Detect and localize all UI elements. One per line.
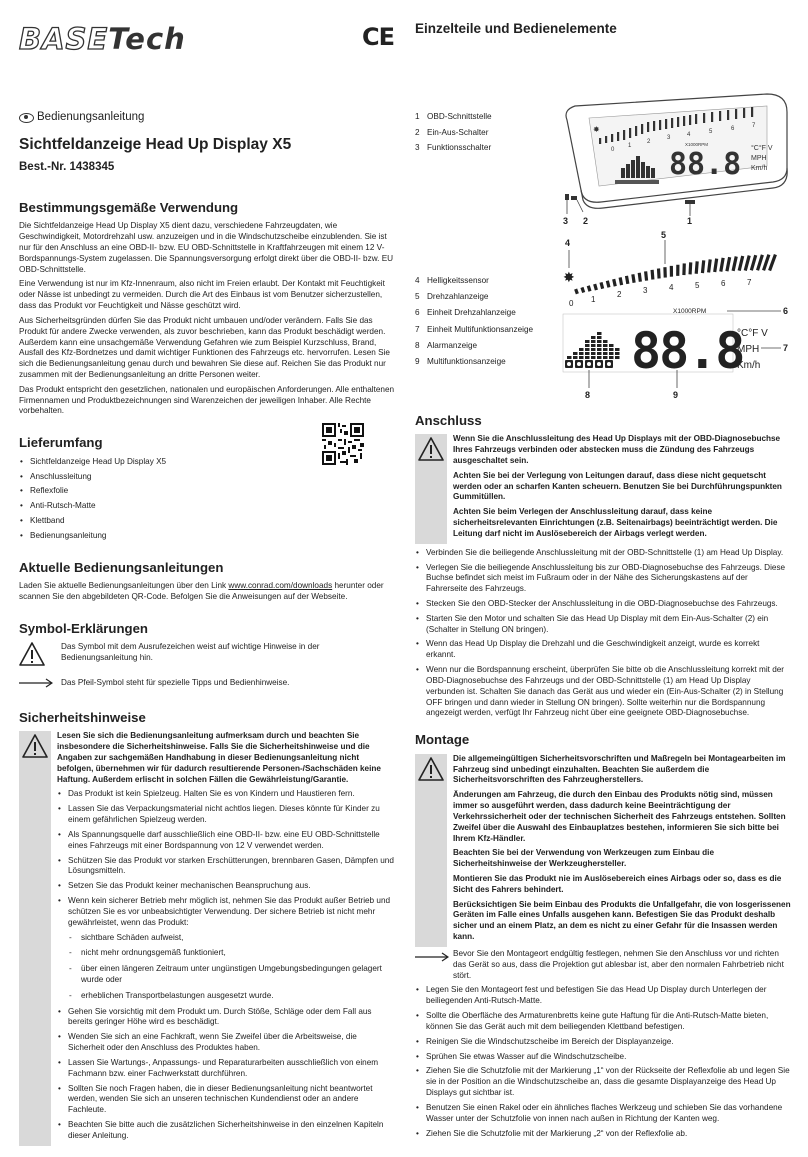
svg-text:88.8: 88.8 <box>631 321 744 380</box>
safety-list-continued <box>57 1007 395 1142</box>
list-item: • Reinigen Sie die Windschutzscheibe im Bereich der Displayanzeige. <box>415 1037 791 1048</box>
list-item: • Sichtfeldanzeige Head Up Display X5 <box>19 457 395 468</box>
rpm-tick <box>701 260 705 273</box>
list-item: • Sollte die Oberfläche des Armaturenbretts keine gute Haftung für die Anti-Rutsch-Matte bieten, können Sie das Gerät auch mit dem beiliegenden Klettband befestigen. <box>415 1011 791 1033</box>
svg-text:MPH: MPH <box>737 343 760 355</box>
manuals-text-end: herunter oder scannen Sie den abgebildeten QR-Code. Befolgen Sie die Anweisungen auf der Webseite. <box>19 581 384 601</box>
svg-text:0: 0 <box>569 298 574 308</box>
safety-sidebar <box>19 731 51 1146</box>
warning-icon <box>418 437 444 461</box>
rpm-tick <box>574 288 579 294</box>
rpm-tick <box>644 271 648 281</box>
list-item: • Wenn kein sicherer Betrieb mehr möglich ist, nehmen Sie das Produkt außer Betrieb und schützen Sie es vor unbeabsichtigter Verwendung. Der sichere Betrieb ist nicht mehr gewährleistet, wenn das Produkt: <box>57 896 395 928</box>
list-item: - sichtbare Schäden aufweist, <box>68 933 395 944</box>
list-item: • Verbinden Sie die beiliegende Anschlussleitung mit der OBD-Schnittstelle (1) am Head Up Display. <box>415 548 791 559</box>
mounting-warning: Änderungen am Fahrzeug, die durch den Einbau des Produkts nötig sind, müssen immer so ausgeführt werden, dass dadurch keine Beeinträchtigung der Verkehrssicherheit oder der technischen Sicherheit des Fahrzeugs entstehen. Sollten Zweifel über die Auswahl des Einbauplatzes bestehen, informieren Sie sich bitte bei Ihrem Kfz-Händler. <box>453 790 786 843</box>
svg-text:1: 1 <box>591 294 596 304</box>
list-item: - nicht mehr ordnungsgemäß funktioniert, <box>68 948 395 959</box>
svg-text:5: 5 <box>695 280 700 290</box>
legend-number: 5 <box>415 292 420 302</box>
mounting-warning: Beachten Sie bei der Verwendung von Werkzeugen zum Einbau die Sicherheitshinweise der Werkzeughersteller. <box>453 848 714 869</box>
list-item: • Legen Sie den Montageort fest und befestigen Sie das Head Up Display durch Unterlegen der beiliegenden Anti-Rutsch-Matte. <box>415 985 791 1007</box>
svg-text:4: 4 <box>565 237 571 248</box>
rpm-tick <box>580 287 585 293</box>
legend-label: Ein-Aus-Schalter <box>427 127 489 137</box>
bar-segment <box>585 348 590 351</box>
bar-segment <box>579 356 584 359</box>
svg-text:3: 3 <box>667 134 671 141</box>
bar-segment <box>585 344 590 347</box>
bar-segment <box>597 352 602 355</box>
arrow-icon <box>19 678 53 688</box>
page-title: Sichtfeldanzeige Head Up Display X5 <box>19 136 292 154</box>
arrow-icon <box>415 952 449 962</box>
list-item: • Ziehen Sie die Schutzfolie mit der Markierung „2“ von der Reflexfolie ab. <box>415 1129 791 1140</box>
svg-text:Km/h: Km/h <box>737 359 761 371</box>
svg-text:88.8: 88.8 <box>669 146 742 182</box>
list-item: • Gehen Sie vorsichtig mit dem Produkt um. Durch Stöße, Schläge oder dem Fall aus bereits geringer Höhe wird es beschädigt. <box>57 1007 395 1029</box>
svg-text:5: 5 <box>709 128 713 135</box>
symbol-arrow-row <box>19 678 395 692</box>
eye-icon <box>19 113 34 123</box>
legend-item <box>415 308 555 319</box>
list-item: • Wenn das Head Up Display die Drehzahl und die Geschwindigkeit anzeigt, wurde es korrekt erkannt. <box>415 639 791 661</box>
svg-text:1: 1 <box>687 215 693 226</box>
bar-segment <box>597 356 602 359</box>
connection-steps <box>415 548 791 720</box>
svg-text:2: 2 <box>617 289 622 299</box>
bar-segment <box>591 344 596 347</box>
bar-segment <box>591 348 596 351</box>
warning-icon <box>19 642 45 666</box>
manuals-heading: Aktuelle Bedienungsanleitungen <box>19 559 224 575</box>
ce-mark: CE <box>362 23 395 51</box>
bar-segment <box>609 352 614 355</box>
symbols-heading: Symbol-Erklärungen <box>19 620 148 636</box>
connection-warnings <box>415 434 791 543</box>
list-item: • Das Produkt ist kein Spielzeug. Halten Sie es von Kindern und Haustieren fern. <box>57 789 395 800</box>
svg-text:°C°F V: °C°F V <box>751 144 773 152</box>
list-item: • Stecken Sie den OBD-Stecker der Anschlussleitung in die OBD-Diagnosebuchse des Fahrzeugs. <box>415 599 791 610</box>
svg-text:°C°F V: °C°F V <box>737 327 768 339</box>
usage-paragraph: Aus Sicherheitsgründen dürfen Sie das Produkt nicht umbauen und/oder verändern. Falls Sie das Produkt für andere Zwecke verwenden, als zuvor beschrieben, kann das Produkt beschädigt werden. Außerdem kann eine unsachgemäße Verwendung Gefahren wie zum Beispiel Kurzschluss, Brand, Ausfall des Kfz-Bordnetzes und damit wichtiger Funktionen des Fahrzeugs etc. hervorrufen. Lesen Sie sich die Bedienungsanleitung genau durch und bewahren Sie diese auf. Reichen Sie das Produkt nur zusammen mit der Bedienungsanleitung an dritte Personen weiter. <box>19 315 390 379</box>
svg-text:6: 6 <box>783 305 789 316</box>
svg-text:4: 4 <box>687 131 691 138</box>
rpm-tick <box>732 256 738 271</box>
list-item: • Anschlussleitung <box>19 472 395 483</box>
connection-warning: Achten Sie beim Verlegen der Anschlussleitung darauf, dass keine sicherheitsrelevanten Einrichtungen (z.B. Seitenairbags) beeinträchtigt werden. Die Leitung darf nicht im Auslösebereich der Airbags verlegt werden. <box>453 507 778 538</box>
usage-paragraph: Eine Verwendung ist nur im Kfz-Innenraum, also nicht im Freien erlaubt. Der Kontakt mit Feuchtigkeit oder Nässe ist unbedingt zu vermeiden. Durch die Art des Einbaus ist vom Benutzer sicherzustellen, dass das Produkt vor Feuchtigkeit und Nässe geschützt wird. <box>19 279 385 311</box>
list-item: • Lassen Sie das Verpackungsmaterial nicht achtlos liegen. Dieses könnte für Kinder zu einem gefährlichen Spielzeug werden. <box>57 804 395 826</box>
svg-text:4: 4 <box>669 282 674 292</box>
left-column <box>19 20 395 1146</box>
display-figure <box>415 230 791 402</box>
svg-text:9: 9 <box>673 389 679 400</box>
legend-item <box>415 276 555 287</box>
rpm-tick <box>688 262 692 274</box>
svg-text:6: 6 <box>721 278 726 288</box>
legend-item <box>415 128 535 139</box>
mounting-tip-text: Bevor Sie den Montageort endgültig festlegen, nehmen Sie den Anschluss vor und richten das Gerät so aus, dass die Projektion gut ablesbar ist, aber den normalen Fahrbetrieb nicht stört. <box>453 948 784 980</box>
svg-text:6: 6 <box>731 125 735 132</box>
legend-number: 9 <box>415 357 420 367</box>
bar-segment <box>573 356 578 359</box>
list-item: • Klettband <box>19 516 395 527</box>
rpm-tick <box>719 257 724 271</box>
manual-badge-label: Bedienungsanleitung <box>37 111 145 123</box>
bar-segment <box>615 356 620 359</box>
list-item: - über einen längeren Zeitraum unter ungünstigen Umgebungsbedingungen gelagert wurde oder <box>68 964 395 986</box>
rpm-tick <box>725 257 731 272</box>
legend-number: 3 <box>415 143 420 153</box>
legend-item <box>415 143 535 154</box>
mounting-tip <box>415 949 791 981</box>
bar-segment <box>609 348 614 351</box>
warning-icon <box>418 757 444 781</box>
safety-section <box>19 731 395 1146</box>
list-item: • Anti-Rutsch-Matte <box>19 501 395 512</box>
safety-conditions-list <box>68 933 395 1002</box>
safety-heading: Sicherheitshinweise <box>19 709 146 725</box>
list-item: • Verlegen Sie die beiliegende Anschlussleitung bis zur OBD-Diagnosebuchse des Fahrzeugs. Diese Buchse befindet sich meist im Fußraum oder in der Nähe des Sicherungskastens auf der Fahrerseite des Fahrzeugs. <box>415 563 791 595</box>
legend-label: Helligkeitssensor <box>427 275 489 285</box>
manuals-text-start: Laden Sie aktuelle Bedienungsanleitungen über den Link <box>19 581 229 591</box>
legend-item <box>415 112 535 123</box>
svg-text:2: 2 <box>583 215 589 226</box>
manuals-text <box>19 581 395 603</box>
bar-segment <box>597 344 602 347</box>
bar-segment <box>585 352 590 355</box>
bar-segment <box>597 336 602 339</box>
rpm-tick <box>619 277 624 285</box>
legend-number: 2 <box>415 127 420 137</box>
legend-item <box>415 341 555 352</box>
usage-paragraph: Die Sichtfeldanzeige Head Up Display X5 dient dazu, verschiedene Fahrzeugdaten, wie Geschwindigkeit, Motordrehzahl usw. anzuzeigen und in die Windschutzscheibe einzublenden. Sie ist nur für den Anschluss an eine OBD-II- bzw. EU OBD-Schnittstelle in Kraftfahrzeugen mit einem 12 V-Bordspannungs-System zugelassen. Die Spannungsversorgung erfolgt direkt über die OBD-II- bzw. EU OBD-Schnittstelle. <box>19 221 394 274</box>
connection-warning: Wenn Sie die Anschlussleitung des Head Up Displays mit der OBD-Diagnosebuchse Ihres Fahrzeugs verbinden oder abstecken muss die Zündung des Fahrzeugs ausgeschaltet sein. <box>453 434 781 465</box>
bar-segment <box>573 352 578 355</box>
parts-legend-top <box>415 112 535 154</box>
bar-segment <box>567 356 572 359</box>
bar-segment <box>591 340 596 343</box>
svg-text:X1000RPM: X1000RPM <box>685 141 709 147</box>
svg-text:0: 0 <box>611 146 615 153</box>
svg-text:5: 5 <box>661 229 667 240</box>
right-column <box>415 20 791 1143</box>
bar-segment <box>603 340 608 343</box>
legend-label: Funktionsschalter <box>427 143 492 153</box>
usage-paragraph: Das Produkt entspricht den gesetzlichen, nationalen und europäischen Anforderungen. Alle enthaltenen Firmennamen und Produktbezeichnungen sind Warenzeichen der jeweiligen Inhaber. Alle Rechte vorbehalten. <box>19 384 395 416</box>
list-item: - erheblichen Transportbelastungen ausgesetzt wurde. <box>68 991 395 1002</box>
svg-text:3: 3 <box>643 285 648 295</box>
connection-warning: Achten Sie bei der Verlegung von Leitungen darauf, dass diese nicht gequetscht werden oder an scharfen Kanten scheuern. Benutzen Sie bei Durchführungspunkten Gummitüllen. <box>453 470 782 502</box>
rpm-tick <box>707 259 712 272</box>
list-item: • Lassen Sie Wartungs-, Anpassungs- und Reparaturarbeiten ausschließlich von einem Fachmann bzw. einer Fachwerkstatt durchführen. <box>57 1058 395 1080</box>
legend-number: 7 <box>415 324 420 334</box>
logo-text-left: BASE <box>19 22 109 56</box>
symbol-warning-row <box>19 642 395 670</box>
rpm-tick <box>593 283 598 290</box>
order-number: Best.-Nr. 1438345 <box>19 160 115 173</box>
legend-number: 6 <box>415 308 420 318</box>
mounting-warning: Berücksichtigen Sie beim Einbau des Produkts die Unfallgefahr, die von losgerissenen Geräten im Falle eines Unfalls ausgehen kann. Befestigen Sie das Produkt deshalb sicher und an einem Platz, an dem es nicht zu einer Gefahr für die Insassen werden kann. <box>453 899 791 942</box>
mounting-steps <box>415 985 791 1139</box>
parts-heading: Einzelteile und Bedienelemente <box>415 21 617 36</box>
legend-item <box>415 325 555 336</box>
rpm-tick <box>676 265 679 276</box>
usage-section <box>19 221 395 417</box>
bar-segment <box>603 348 608 351</box>
safety-list <box>57 789 395 928</box>
list-item: • Ziehen Sie die Schutzfolie mit der Markierung „1“ von der Rückseite der Reflexfolie ab und legen Sie sie in der Position an die Windschutzscheibe an, dass die gesamte Displayanzeige des Head Up Displays gut sichtbar ist. <box>415 1066 791 1098</box>
svg-text:1: 1 <box>628 142 632 149</box>
svg-text:7: 7 <box>747 277 752 287</box>
legend-label: Einheit Multifunktionsanzeige <box>427 324 534 334</box>
bar-segment <box>597 340 602 343</box>
bar-segment <box>597 348 602 351</box>
svg-text:2: 2 <box>647 138 651 145</box>
svg-text:7: 7 <box>752 122 756 129</box>
legend-number: 1 <box>415 111 420 121</box>
connection-heading: Anschluss <box>415 412 482 428</box>
mounting-heading: Montage <box>415 732 470 748</box>
bar-segment <box>591 352 596 355</box>
rpm-tick <box>744 255 751 271</box>
list-item: • Setzen Sie das Produkt keiner mechanischen Beanspruchung aus. <box>57 881 395 892</box>
legend-item <box>415 357 555 368</box>
bar-segment <box>597 332 602 335</box>
bar-segment <box>615 352 620 355</box>
svg-text:MPH: MPH <box>751 154 767 162</box>
bar-segment <box>609 356 614 359</box>
bar-segment <box>591 356 596 359</box>
svg-text:3: 3 <box>563 215 569 226</box>
rpm-tick <box>625 275 630 284</box>
scope-list <box>19 457 395 542</box>
safety-intro: Lesen Sie sich die Bedienungsanleitung aufmerksam durch und beachten Sie insbesondere die Sicherheitshinweise. Falls Sie die Sicherheitshinweise und die Angaben zur sachgemäßen Handhabung in dieser Bedienungsanleitung nicht befolgen, übernehmen wir für dadurch resultierende Personen-/Sachschäden keine Haftung. Außerdem erlischt in solchen Fällen die Gewährleistung/Garantie. <box>57 731 381 784</box>
parts-legend-bottom <box>415 276 555 368</box>
mounting-warning: Die allgemeingültigen Sicherheitsvorschriften und Maßregeln bei Montagearbeiten im Fahrzeug sind unbedingt einzuhalten. Beachten Sie außerdem die Sicherheitsvorschriften des Fahrzeugherstellers. <box>453 753 786 785</box>
svg-text:X1000RPM: X1000RPM <box>673 307 707 315</box>
bar-segment <box>603 352 608 355</box>
legend-number: 8 <box>415 341 420 351</box>
bar-segment <box>609 344 614 347</box>
qr-code[interactable] <box>322 423 364 465</box>
svg-text:8: 8 <box>585 389 591 400</box>
rpm-tick <box>670 266 673 277</box>
legend-label: OBD-Schnittstelle <box>427 111 492 121</box>
usage-heading: Bestimmungsgemäße Verwendung <box>19 199 239 215</box>
legend-number: 4 <box>415 275 420 285</box>
manual-badge <box>19 110 395 125</box>
list-item: • Sprühen Sie etwas Wasser auf die Windschutzscheibe. <box>415 1052 791 1063</box>
list-item: • Reflexfolie <box>19 486 395 497</box>
bar-segment <box>591 336 596 339</box>
list-item: • Als Spannungsquelle darf ausschließlich eine OBD-II- bzw. eine EU OBD-Schnittstelle eines Fahrzeugs mit einer Bordspannung von 12 V verwendet werden. <box>57 830 395 852</box>
rpm-tick <box>695 261 699 274</box>
list-item: • Wenn nur die Bordspannung erscheint, überprüfen Sie bitte ob die Anschlussleitung korrekt mit der OBD-Diagnosebuchse des Fahrzeugs und der OBD-Schnittstelle (1) am Head Up Display verbunden ist. Schalten Sie danach das Gerät aus und wieder ein (Ein-Aus-Schalter (2) in Stellung OFF bringen und dann wieder in Stellung ON bringen). Sollte weiterhin nur die Bordspannung angezeigt werden, verfügt Ihr Fahrzeug nicht über eine geeignete OBD-Diagnosebuchse. <box>415 665 791 719</box>
list-item: • Benutzen Sie einen Rakel oder ein ähnliches flaches Werkzeug und schieben Sie das vorhandene Wasser unter der Schutzfolie von innen nach außen in Richtung der Kanten weg. <box>415 1103 791 1125</box>
bar-segment <box>579 348 584 351</box>
svg-text:✸: ✸ <box>563 269 575 286</box>
download-link[interactable]: www.conrad.com/downloads <box>228 581 333 591</box>
bar-segment <box>603 344 608 347</box>
warning-sidebar <box>415 434 447 543</box>
svg-text:✸: ✸ <box>593 124 600 134</box>
list-item: • Wenden Sie sich an eine Fachkraft, wenn Sie Zweifel über die Arbeitsweise, die Sicherheit oder den Anschluss des Produktes haben. <box>57 1032 395 1054</box>
legend-label: Einheit Drehzahlanzeige <box>427 308 516 318</box>
svg-text:Km/h: Km/h <box>751 164 768 172</box>
bar-segment <box>615 348 620 351</box>
rpm-tick <box>738 255 745 270</box>
bar-segment <box>603 356 608 359</box>
symbol-arrow-text: Das Pfeil-Symbol steht für spezielle Tipps und Bedienhinweise. <box>61 678 290 688</box>
rpm-tick <box>612 279 617 287</box>
rpm-tick <box>713 258 718 272</box>
brand-logo <box>19 20 395 54</box>
list-item: • Schützen Sie das Produkt vor starken Erschütterungen, brennbaren Gasen, Dämpfen und Lösungsmitteln. <box>57 856 395 878</box>
rpm-tick <box>663 267 667 278</box>
warning-sidebar <box>415 754 447 947</box>
list-item: • Sollten Sie noch Fragen haben, die in dieser Bedienungsanleitung nicht beantwortet werden, wenden Sie sich an unseren technischen Kundendienst oder an andere Fachleute. <box>57 1084 395 1116</box>
legend-label: Drehzahlanzeige <box>427 292 489 302</box>
symbol-warning-text: Das Symbol mit dem Ausrufezeichen weist auf wichtige Hinweise in der Bedienungsanleitung hin. <box>61 642 320 663</box>
list-item: • Starten Sie den Motor und schalten Sie das Head Up Display mit dem Ein-Aus-Schalter (2) ein (Schalter in Stellung ON bringen). <box>415 614 791 636</box>
mounting-warnings <box>415 754 791 947</box>
rpm-tick <box>606 280 611 287</box>
legend-label: Multifunktionsanzeige <box>427 357 506 367</box>
bar-segment <box>579 352 584 355</box>
rpm-tick <box>631 274 635 283</box>
legend-item <box>415 292 555 303</box>
rpm-tick <box>750 255 757 271</box>
rpm-tick <box>682 263 686 275</box>
warning-icon <box>22 734 48 758</box>
logo-text-right: Tech <box>108 22 186 56</box>
bar-segment <box>585 340 590 343</box>
rpm-tick <box>587 285 592 291</box>
bar-segment <box>585 356 590 359</box>
list-item: • Beachten Sie bitte auch die zusätzlichen Sicherheitshinweise in den einzelnen Kapiteln dieser Anleitung. <box>57 1120 395 1142</box>
rpm-tick <box>599 282 604 289</box>
rpm-tick <box>651 270 655 280</box>
scope-heading: Lieferumfang <box>19 435 103 451</box>
device-figure <box>415 50 791 226</box>
mounting-warning: Montieren Sie das Produkt nie im Auslösebereich eines Airbags oder so, dass es die Sicht des Fahrers behindert. <box>453 873 782 894</box>
legend-label: Alarmanzeige <box>427 341 478 351</box>
rpm-tick <box>657 268 661 278</box>
rpm-tick <box>638 272 642 281</box>
list-item: • Bedienungsanleitung <box>19 531 395 542</box>
svg-text:7: 7 <box>783 342 789 353</box>
